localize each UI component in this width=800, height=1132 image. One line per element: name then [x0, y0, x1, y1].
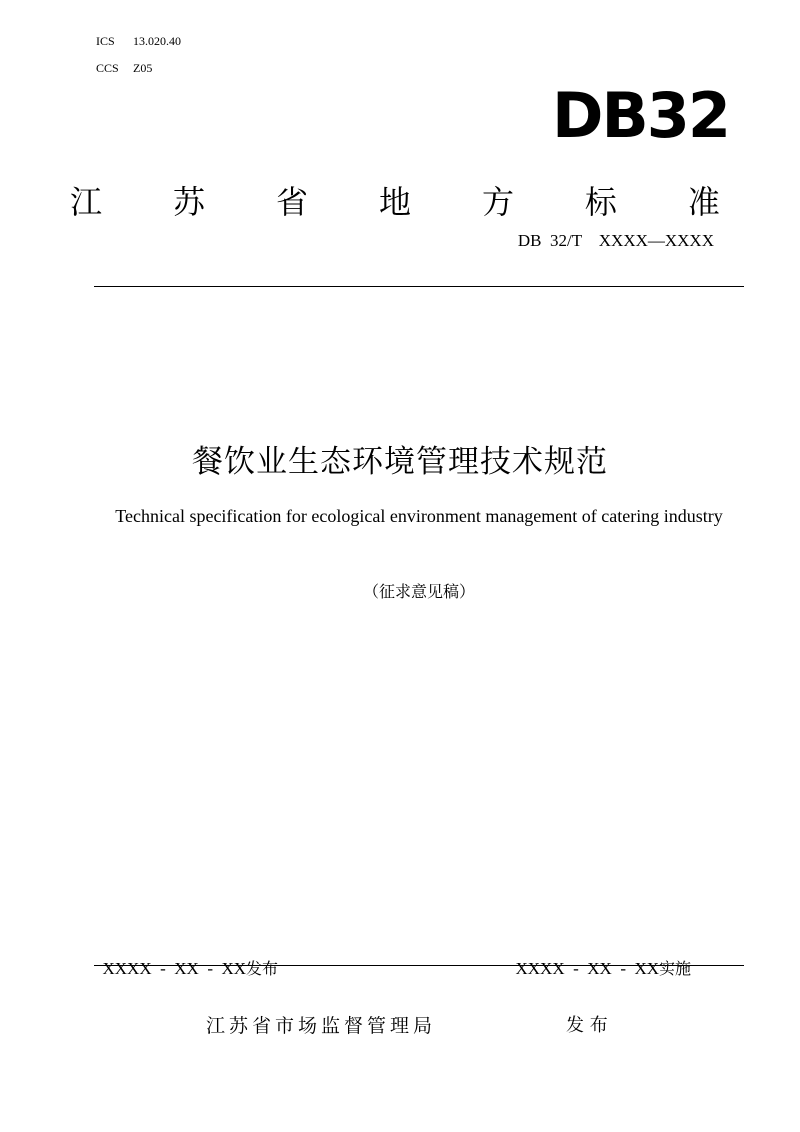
standard-title-char: 省	[275, 183, 308, 221]
publisher-name: 江苏省市场监督管理局	[206, 1015, 437, 1037]
standard-title-char: 苏	[172, 183, 205, 221]
standard-title-char: 地	[378, 183, 411, 221]
ccs-line	[96, 61, 152, 75]
top-divider	[94, 286, 744, 287]
document-title-en: Technical specification for ecological environment management of catering industry	[115, 506, 723, 526]
standard-title-char: 准	[687, 183, 720, 221]
bottom-divider	[94, 965, 744, 966]
issue-date-suffix: 发布	[246, 959, 279, 978]
db32-logo: DB32	[552, 79, 730, 152]
issue-date-value: XXXX - XX - XX	[102, 959, 247, 978]
standard-title-char: 江	[70, 183, 103, 221]
ccs-label: CCS	[96, 61, 119, 75]
document-title-cn: 餐饮业生态环境管理技术规范	[192, 444, 608, 480]
implementation-date-value: XXXX - XX - XX	[515, 959, 660, 978]
standard-code: DB 32/T XXXX—XXXX	[517, 231, 714, 250]
standard-title-char: 标	[584, 183, 617, 221]
ics-label: ICS	[96, 34, 115, 48]
implementation-date-suffix: 实施	[659, 959, 692, 978]
ics-line	[96, 34, 181, 48]
issue-date	[94, 936, 278, 979]
draft-label: （征求意见稿）	[362, 582, 475, 601]
standard-title-char: 方	[481, 183, 514, 221]
ccs-value: Z05	[133, 61, 153, 75]
implementation-date	[507, 936, 691, 979]
publish-label: 发 布	[566, 1015, 608, 1036]
standard-title	[70, 180, 720, 220]
ics-value: 13.020.40	[133, 34, 181, 48]
